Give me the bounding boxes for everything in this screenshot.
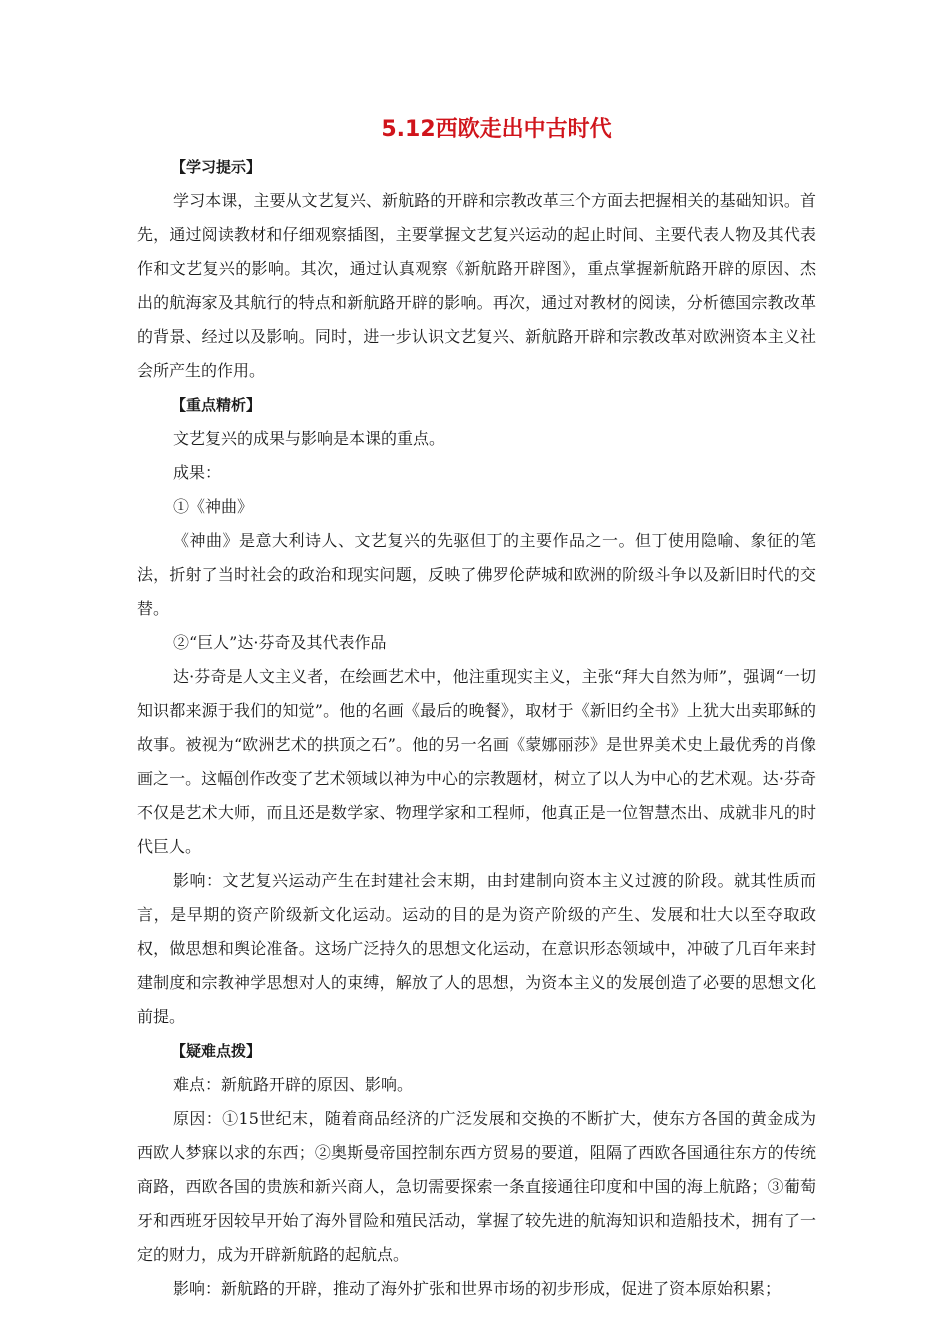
section-difficulties: [137, 1034, 816, 1306]
paragraph: ①《神曲》: [173, 497, 254, 516]
paragraph: 成果：: [173, 463, 222, 482]
paragraph: 达·芬奇是人文主义者，在绘画艺术中，他注重现实主义，主张“拜大自然为师”，强调“一切知识都来源于我们的知觉”。他的名画《最后的晚餐》，取材于《新旧约全书》上犹大出卖耶稣的故事。被视为“欧洲艺术的拱顶之石”。他的另一名画《蒙娜丽莎》是世界美术史上最优秀的肖像画之一。这幅创作改变了艺术领域以神为中心的宗教题材，树立了以人为中心的艺术观。达·芬奇不仅是艺术大师，而且还是数学家、物理学家和工程师，他真正是一位智慧杰出、成就非凡的时代巨人。: [137, 667, 816, 856]
section-heading: 【学习提示】: [171, 158, 262, 176]
section-key-points: [137, 388, 816, 1034]
section-heading: 【重点精析】: [171, 396, 262, 414]
paragraph: 《神曲》是意大利诗人、文艺复兴的先驱但丁的主要作品之一。但丁使用隐喻、象征的笔法，折射了当时社会的政治和现实问题，反映了佛罗伦萨城和欧洲的阶级斗争以及新旧时代的交替。: [137, 531, 816, 618]
paragraph: 难点：新航路开辟的原因、影响。: [173, 1075, 414, 1094]
paragraph: 影响：新航路的开辟，推动了海外扩张和世界市场的初步形成，促进了资本原始积累；: [173, 1279, 782, 1298]
paragraph: 文艺复兴的成果与影响是本课的重点。: [173, 429, 446, 448]
paragraph: ②“巨人”达·芬奇及其代表作品: [173, 633, 387, 652]
section-heading: 【疑难点拨】: [171, 1042, 262, 1060]
document-title: 5.12西欧走出中古时代: [381, 117, 612, 142]
paragraph: 影响：文艺复兴运动产生在封建社会末期，由封建制向资本主义过渡的阶段。就其性质而言，是早期的资产阶级新文化运动。运动的目的是为资产阶级的产生、发展和壮大以至夺取政权，做思想和舆论准备。这场广泛持久的思想文化运动，在意识形态领域中，冲破了几百年来封建制度和宗教神学思想对人的束缚，解放了人的思想，为资本主义的发展创造了必要的思想文化前提。: [137, 871, 816, 1026]
paragraph: 原因：①15世纪末，随着商品经济的广泛发展和交换的不断扩大，使东方各国的黄金成为西欧人梦寐以求的东西；②奥斯曼帝国控制东西方贸易的要道，阻隔了西欧各国通往东方的传统商路，西欧各国的贵族和新兴商人，急切需要探索一条直接通往印度和中国的海上航路；③葡萄牙和西班牙因较早开始了海外冒险和殖民活动，掌握了较先进的航海知识和造船技术，拥有了一定的财力，成为开辟新航路的起航点。: [137, 1109, 816, 1264]
section-study-tips: [137, 150, 816, 388]
paragraph: 学习本课，主要从文艺复兴、新航路的开辟和宗教改革三个方面去把握相关的基础知识。首先，通过阅读教材和仔细观察插图，主要掌握文艺复兴运动的起止时间、主要代表人物及其代表作和文艺复兴的影响。其次，通过认真观察《新航路开辟图》，重点掌握新航路开辟的原因、杰出的航海家及其航行的特点和新航路开辟的影响。再次，通过对教材的阅读，分析德国宗教改革的背景、经过以及影响。同时，进一步认识文艺复兴、新航路开辟和宗教改革对欧洲资本主义社会所产生的作用。: [137, 191, 816, 380]
